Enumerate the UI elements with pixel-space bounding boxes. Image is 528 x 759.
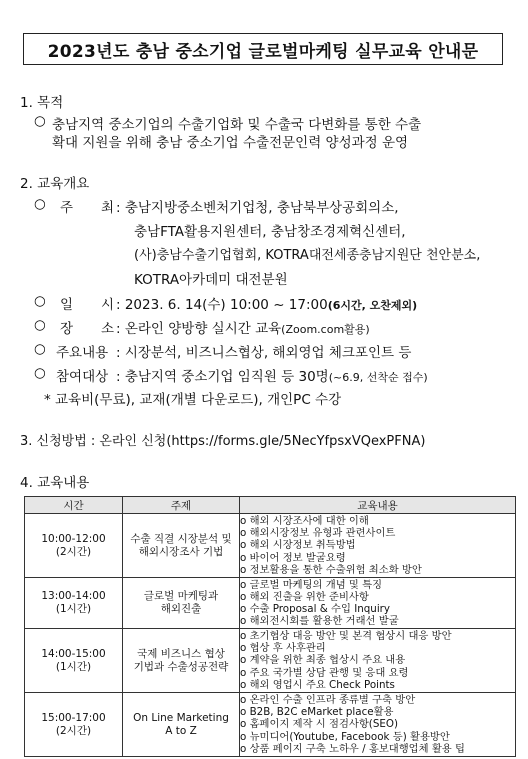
list-item: o 뉴미디어(Youtube, Facebook 등) 활용방안 <box>240 730 450 743</box>
list-item: o 홈페이지 제작 시 점검사항(SEO) <box>240 718 398 731</box>
list-item: o 온라인 수출 인프라 종류별 구축 방안 <box>240 693 416 706</box>
target-value: : 충남지역 중소기업 임직원 등 30명(~6.9, 선착순 접수) <box>116 369 428 385</box>
date-label: 일 시 <box>60 297 114 313</box>
table-row <box>25 629 516 693</box>
application-method: 3. 신청방법 : 온라인 신청(https://forms.gle/5NecYfpsxVQexPFNA) <box>20 434 426 449</box>
list-item: o 글로벌 마케팅의 개념 및 특징 <box>240 578 383 591</box>
host-line-3: (사)충남수출기업협회, KOTRA대전세종충남지원단 천안분소, <box>134 248 481 263</box>
section-purpose-heading: 1. 목적 <box>20 95 64 111</box>
host-label: 주 최 <box>60 200 114 216</box>
list-item: o B2B, B2C eMarket place활용 <box>240 706 394 719</box>
bullet-icon: ○ <box>34 317 46 333</box>
place-value: : 온라인 양방향 실시간 교육(Zoom.com활용) <box>116 321 370 337</box>
date-value: : 2023. 6. 14(수) 10:00 ~ 17:00(6시간, 오찬제외) <box>116 297 418 313</box>
topic-cell: 수출 직결 시장분석 및 해외시장조사 기법 <box>123 514 240 578</box>
fee-note: * 교육비(무료), 교재(개별 다운로드), 개인PC 수강 <box>44 392 342 408</box>
purpose-line-1: 충남지역 중소기업의 수출기업화 및 수출국 다변화를 통한 수출 <box>52 117 422 133</box>
bullet-icon: ○ <box>34 293 46 309</box>
content-cell <box>240 693 516 757</box>
bullet-icon: ○ <box>34 365 46 381</box>
list-item: o 해외 영업시 주요 Check Points <box>240 678 395 691</box>
bullet-icon: ○ <box>34 113 46 129</box>
content-cell <box>240 578 516 629</box>
host-line-4: KOTRA아카데미 대전분원 <box>134 272 288 288</box>
table-row <box>25 578 516 629</box>
place-label: 장 소 <box>60 321 114 337</box>
table-header-row <box>25 497 516 514</box>
list-item: o 해외 시장정보 취득방법 <box>240 539 356 552</box>
time-cell: 15:00-17:00 (2시간) <box>25 693 123 757</box>
host-line-1: : 충남지방중소벤처기업청, 충남북부상공회의소, <box>116 200 399 216</box>
table-row <box>25 693 516 757</box>
list-item: o 해외시장정보 유형과 관련사이트 <box>240 527 396 540</box>
list-item: o 해외 진출을 위한 준비사항 <box>240 590 369 603</box>
list-item: o 상품 페이지 구축 노하우 / 홍보대행업체 활용 팁 <box>240 742 465 755</box>
topic-cell: 국제 비즈니스 협상 기법과 수출성공전략 <box>123 629 240 693</box>
header-time: 시간 <box>25 497 123 514</box>
host-line-2: 충남FTA활용지원센터, 충남창조경제혁신센터, <box>134 224 406 240</box>
time-cell: 10:00-12:00 (2시간) <box>25 514 123 578</box>
list-item: o 협상 후 사후관리 <box>240 642 326 655</box>
section-overview-heading: 2. 교육개요 <box>20 176 90 192</box>
section-content-heading: 4. 교육내용 <box>20 475 90 491</box>
content-cell <box>240 629 516 693</box>
header-topic: 주제 <box>123 497 240 514</box>
list-item: o 바이어 정보 발굴요령 <box>240 551 346 564</box>
bullet-icon: ○ <box>34 196 46 212</box>
list-item: o 수출 Proposal & 수입 Inquiry <box>240 603 391 615</box>
document-title: 2023년도 충남 중소기업 글로벌마케팅 실무교육 안내문 <box>23 33 503 65</box>
curriculum-table <box>24 496 516 757</box>
topic-cell: On Line Marketing A to Z <box>123 693 240 757</box>
list-item: o 주요 국가별 상담 관행 및 응대 요령 <box>240 666 409 679</box>
content-label: 주요내용 <box>56 345 109 361</box>
bullet-icon: ○ <box>34 341 46 357</box>
list-item: o 정보활용을 통한 수출위험 최소화 방안 <box>240 563 422 576</box>
content-cell <box>240 514 516 578</box>
list-item: o 초기협상 대응 방안 및 본격 협상시 대응 방안 <box>240 629 452 642</box>
time-cell: 13:00-14:00 (1시간) <box>25 578 123 629</box>
table-row <box>25 514 516 578</box>
time-cell: 14:00-15:00 (1시간) <box>25 629 123 693</box>
list-item: o 해외 시장조사에 대한 이해 <box>240 514 369 527</box>
purpose-line-2: 확대 지원을 위해 충남 중소기업 수출전문인력 양성과정 운영 <box>52 135 409 151</box>
target-label: 참여대상 <box>56 369 109 385</box>
topic-cell: 글로벌 마케팅과 해외진출 <box>123 578 240 629</box>
list-item: o 해외전시회를 활용한 거래선 발굴 <box>240 615 399 628</box>
list-item: o 계약을 위한 최종 협상시 주요 내용 <box>240 654 406 667</box>
header-content: 교육내용 <box>240 497 516 514</box>
content-value: : 시장분석, 비즈니스협상, 해외영업 체크포인트 등 <box>116 345 412 361</box>
